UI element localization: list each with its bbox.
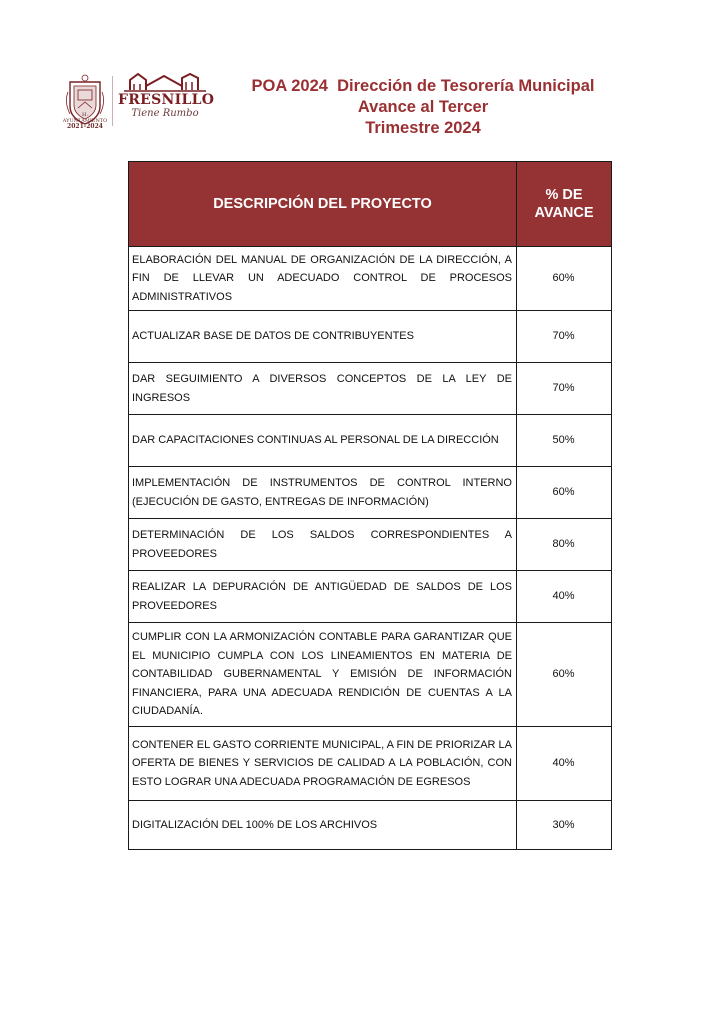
header-description: DESCRIPCIÓN DEL PROYECTO	[129, 162, 517, 247]
title-line-3: Trimestre 2024	[365, 119, 481, 137]
row-description: REALIZAR LA DEPURACIÓN DE ANTIGÜEDAD DE SALDOS DE LOS PROVEEDORES	[129, 571, 517, 623]
seal-caption-years: 2021-2024	[67, 123, 103, 130]
row-progress: 50%	[517, 415, 612, 467]
seal-caption-line: H. AYUNTAMIENTO	[62, 112, 108, 124]
logo-tagline: Tiene Rumbo	[131, 108, 199, 119]
row-progress: 40%	[517, 727, 612, 801]
row-progress: 60%	[517, 247, 612, 311]
row-description: DAR CAPACITACIONES CONTINUAS AL PERSONAL DE LA DIRECCIÓN	[129, 415, 517, 467]
header-progress-line-2: AVANCE	[534, 205, 594, 221]
document-header	[0, 0, 724, 150]
table-row	[129, 623, 612, 727]
row-description: DETERMINACIÓN DE LOS SALDOS CORRESPONDIENTES A PROVEEDORES	[129, 519, 517, 571]
table-row	[129, 727, 612, 801]
table-row	[129, 467, 612, 519]
table-row	[129, 247, 612, 311]
row-progress: 70%	[517, 311, 612, 363]
logo-wordmark: FRESNILLO	[118, 92, 215, 108]
row-description: IMPLEMENTACIÓN DE INSTRUMENTOS DE CONTROL INTERNO (EJECUCIÓN DE GASTO, ENTREGAS DE INFORMACIÓN)	[129, 467, 517, 519]
table-header-row	[129, 162, 612, 247]
table-row	[129, 415, 612, 467]
row-description: CUMPLIR CON LA ARMONIZACIÓN CONTABLE PARA GARANTIZAR QUE EL MUNICIPIO CUMPLA CON LOS LINEAMIENTOS EN MATERIA DE CONTABILIDAD GUBERNAMENTAL Y EMISIÓN DE INFORMACIÓN FINANCIERA, PARA UNA ADECUADA RENDICIÓN DE CUENTAS A LA CIUDADANÍA.	[129, 623, 517, 727]
title-line-2: Avance al Tercer	[357, 98, 489, 116]
row-description: ELABORACIÓN DEL MANUAL DE ORGANIZACIÓN DE LA DIRECCIÓN, A FIN DE LLEVAR UN ADECUADO CONTROL DE PROCESOS ADMINISTRATIVOS	[129, 247, 517, 311]
row-progress: 60%	[517, 467, 612, 519]
row-progress: 60%	[517, 623, 612, 727]
header-divider	[112, 76, 113, 126]
header-progress-line-1: % DE	[545, 187, 583, 203]
table-row	[129, 571, 612, 623]
table-row	[129, 519, 612, 571]
header-progress	[517, 162, 612, 247]
row-description: ACTUALIZAR BASE DE DATOS DE CONTRIBUYENTES	[129, 311, 517, 363]
project-progress-table	[128, 161, 612, 850]
table-row	[129, 363, 612, 415]
row-progress: 80%	[517, 519, 612, 571]
title-line-1: POA 2024 Dirección de Tesorería Municipal	[251, 77, 595, 95]
row-description: CONTENER EL GASTO CORRIENTE MUNICIPAL, A FIN DE PRIORIZAR LA OFERTA DE BIENES Y SERVICIOS DE CALIDAD A LA POBLACIÓN, CON ESTO LOGRAR UNA ADECUADA PROGRAMACIÓN DE EGRESOS	[129, 727, 517, 801]
row-progress: 40%	[517, 571, 612, 623]
row-progress: 70%	[517, 363, 612, 415]
seal-caption	[60, 112, 110, 130]
table-row	[129, 311, 612, 363]
document-title	[222, 76, 624, 139]
table-row	[129, 801, 612, 850]
row-description: DIGITALIZACIÓN DEL 100% DE LOS ARCHIVOS	[129, 801, 517, 850]
row-progress: 30%	[517, 801, 612, 850]
row-description: DAR SEGUIMIENTO A DIVERSOS CONCEPTOS DE LA LEY DE INGRESOS	[129, 363, 517, 415]
